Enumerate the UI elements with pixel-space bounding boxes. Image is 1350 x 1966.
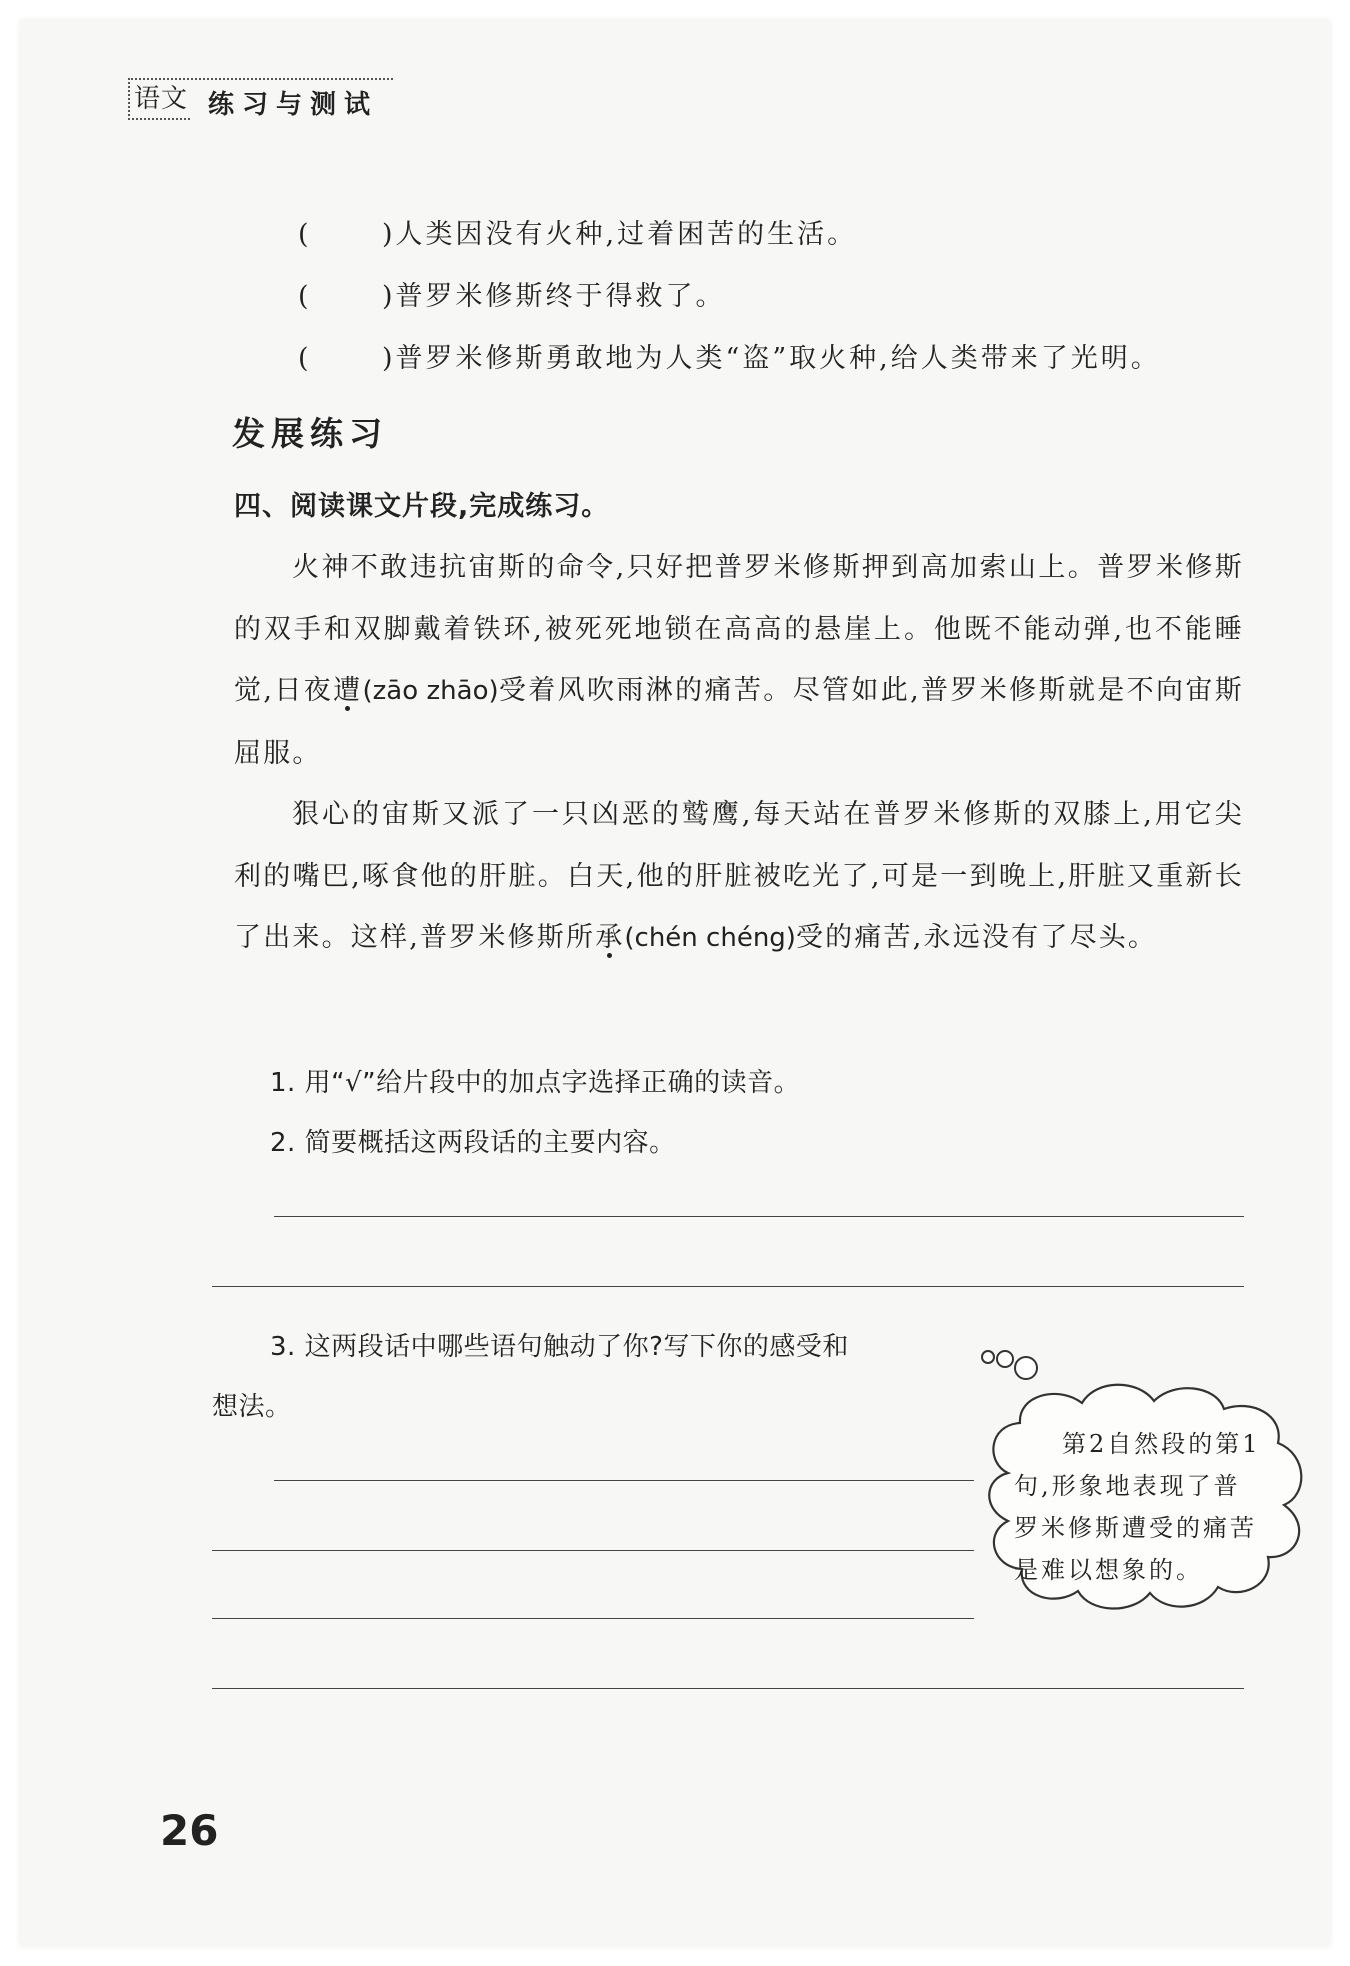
reading-passage [234, 537, 1244, 970]
choice-item [298, 336, 1161, 375]
question-title: 四、阅读课文片段,完成练习。 [234, 491, 610, 522]
answer-line[interactable] [212, 1550, 974, 1551]
answer-line[interactable] [212, 1618, 974, 1619]
page-number: 26 [160, 1806, 219, 1855]
sub-question-1: 1. 用“√”给片段中的加点字选择正确的读音。 [270, 1068, 801, 1098]
hint-line: 句,形象地表现了普 [1014, 1472, 1241, 1500]
answer-paren[interactable]: ( [298, 219, 312, 250]
answer-line[interactable] [212, 1688, 1244, 1689]
hint-line: 第2自然段的第1 [1062, 1430, 1261, 1458]
sub-question-3-continued: 想法。 [212, 1392, 292, 1422]
answer-line[interactable] [274, 1216, 1244, 1217]
page-header [102, 72, 392, 122]
choice-text: 人类因没有火种,过着困苦的生活。 [395, 219, 858, 250]
book-title: 练习与测试 [208, 90, 379, 120]
dotted-character: 承 [595, 922, 625, 953]
dotted-character: 遭 [333, 675, 363, 706]
passage-paragraph-2: 狠心的宙斯又派了一只凶恶的鹫鹰,每天站在普罗米修斯的双膝上,用它尖利的嘴巴,啄食他的肝脏。白天,他的肝脏被吃光了,可是一到晚上,肝脏又重新长了出来。这样,普罗米修斯所承(chén chéng)受的痛苦,永远没有了尽头。 [234, 799, 1244, 953]
answer-line[interactable] [212, 1286, 1244, 1287]
pinyin-options[interactable]: (zāo zhāo) [362, 676, 499, 706]
workbook-page [20, 20, 1330, 1946]
passage-paragraph-1: 火神不敢违抗宙斯的命令,只好把普罗米修斯押到高加索山上。普罗米修斯的双手和双脚戴着铁环,被死死地锁在高高的悬崖上。他既不能动弹,也不能睡觉,日夜遭(zāo zhāo)受着风吹雨淋的痛苦。尽管如此,普罗米修斯就是不向宙斯屈服。 [234, 552, 1244, 769]
answer-paren-close: ) [382, 219, 396, 250]
choice-item [298, 274, 726, 313]
choice-text: 普罗米修斯勇敢地为人类“盗”取火种,给人类带来了光明。 [395, 343, 1161, 374]
sub-question-3: 3. 这两段话中哪些语句触动了你?写下你的感受和 [270, 1332, 849, 1362]
answer-paren-close: ) [382, 281, 396, 312]
header-dotted-rule [128, 78, 393, 80]
hint-line: 罗米修斯遭受的痛苦 [1014, 1514, 1257, 1542]
sub-question-2: 2. 简要概括这两段话的主要内容。 [270, 1128, 676, 1158]
answer-paren[interactable]: ( [298, 343, 312, 374]
pinyin-options[interactable]: (chén chéng) [624, 923, 796, 953]
answer-paren[interactable]: ( [298, 281, 312, 312]
choice-text: 普罗米修斯终于得救了。 [395, 281, 726, 312]
hint-bubble [978, 1345, 1318, 1635]
hint-text [1014, 1423, 1276, 1591]
answer-paren-close: ) [382, 343, 396, 374]
answer-line[interactable] [274, 1480, 974, 1481]
subject-label: 语文 [128, 82, 190, 120]
section-title: 发展练习 [232, 414, 388, 453]
choice-item [298, 212, 857, 251]
hint-line: 是难以想象的。 [1014, 1556, 1203, 1584]
